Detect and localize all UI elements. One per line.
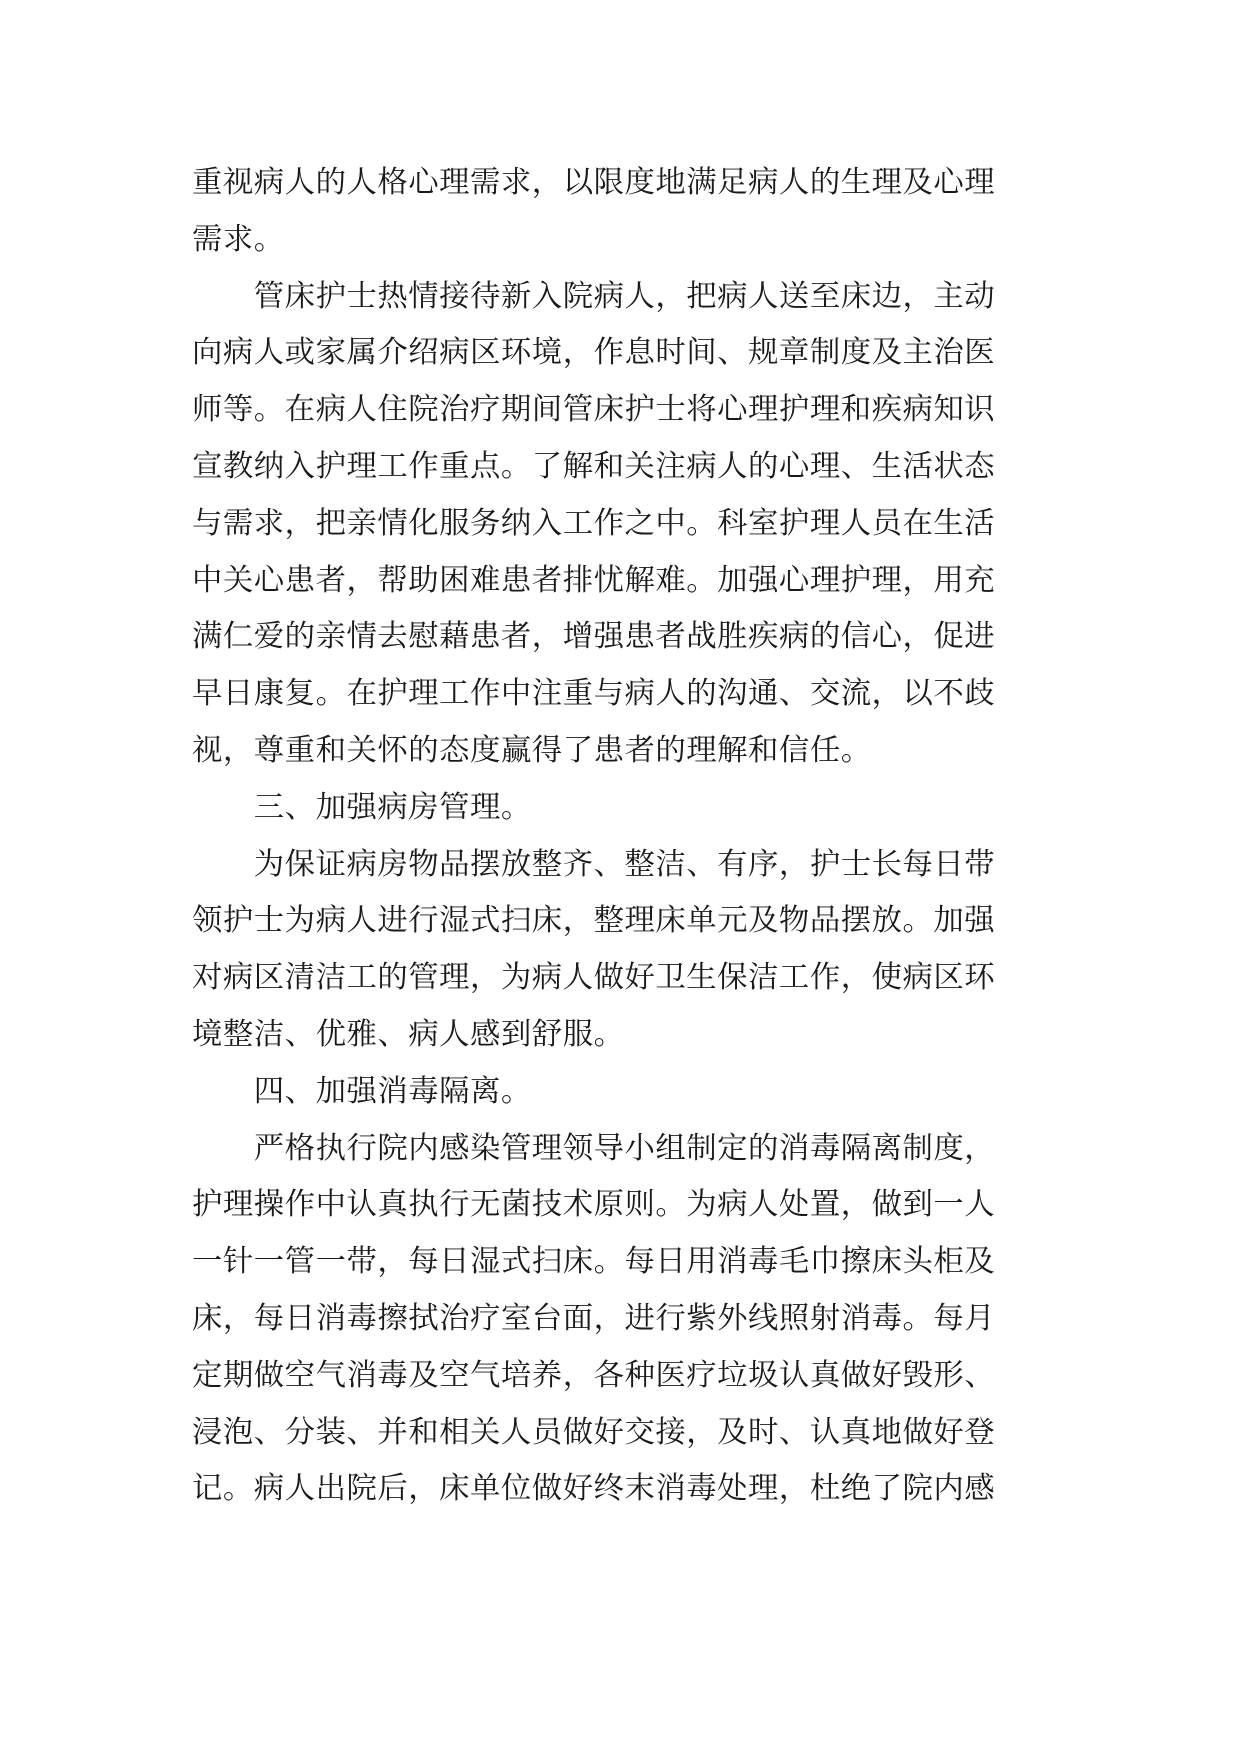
text-line: 记。病人出院后，床单位做好终末消毒处理，杜绝了院内感 — [192, 1471, 996, 1507]
text-line: 为保证病房物品摆放整齐、整洁、有序，护士长每日带 — [192, 846, 996, 882]
section-heading: 四、加强消毒隔离。 — [192, 1073, 532, 1109]
text-line: 浸泡、分装、并和相关人员做好交接，及时、认真地做好登 — [192, 1414, 996, 1450]
text-line: 宣教纳入护理工作重点。了解和关注病人的心理、生活状态 — [192, 448, 996, 484]
text-line: 向病人或家属介绍病区环境，作息时间、规章制度及主治医 — [192, 335, 996, 371]
text-line: 中关心患者，帮助困难患者排忧解难。加强心理护理，用充 — [192, 562, 996, 598]
text-line: 床，每日消毒擦拭治疗室台面，进行紫外线照射消毒。每月 — [192, 1300, 996, 1336]
text-line: 师等。在病人住院治疗期间管床护士将心理护理和疾病知识 — [192, 392, 996, 428]
body-text — [192, 155, 1054, 1518]
text-line: 一针一管一带，每日湿式扫床。每日用消毒毛巾擦床头柜及 — [192, 1244, 996, 1280]
text-line: 领护士为病人进行湿式扫床，整理床单元及物品摆放。加强 — [192, 903, 996, 939]
text-line: 严格执行院内感染管理领导小组制定的消毒隔离制度， — [192, 1130, 996, 1166]
text-line: 定期做空气消毒及空气培养，各种医疗垃圾认真做好毁形、 — [192, 1357, 996, 1393]
text-line: 护理操作中认真执行无菌技术原则。为病人处置，做到一人 — [192, 1187, 996, 1223]
text-line: 满仁爱的亲情去慰藉患者，增强患者战胜疾病的信心，促进 — [192, 619, 996, 655]
text-line: 与需求，把亲情化服务纳入工作之中。科室护理人员在生活 — [192, 505, 996, 541]
text-line: 对病区清洁工的管理，为病人做好卫生保洁工作，使病区环 — [192, 960, 996, 996]
text-line: 视，尊重和关怀的态度赢得了患者的理解和信任。 — [192, 732, 872, 768]
text-line: 重视病人的人格心理需求，以限度地满足病人的生理及心理 — [192, 165, 996, 200]
text-line: 管床护士热情接待新入院病人，把病人送至床边，主动 — [192, 278, 996, 314]
text-line: 境整洁、优雅、病人感到舒服。 — [192, 1016, 625, 1052]
text-line: 需求。 — [192, 221, 285, 257]
text-line: 早日康复。在护理工作中注重与病人的沟通、交流，以不歧 — [192, 676, 996, 712]
section-heading: 三、加强病房管理。 — [192, 789, 532, 825]
